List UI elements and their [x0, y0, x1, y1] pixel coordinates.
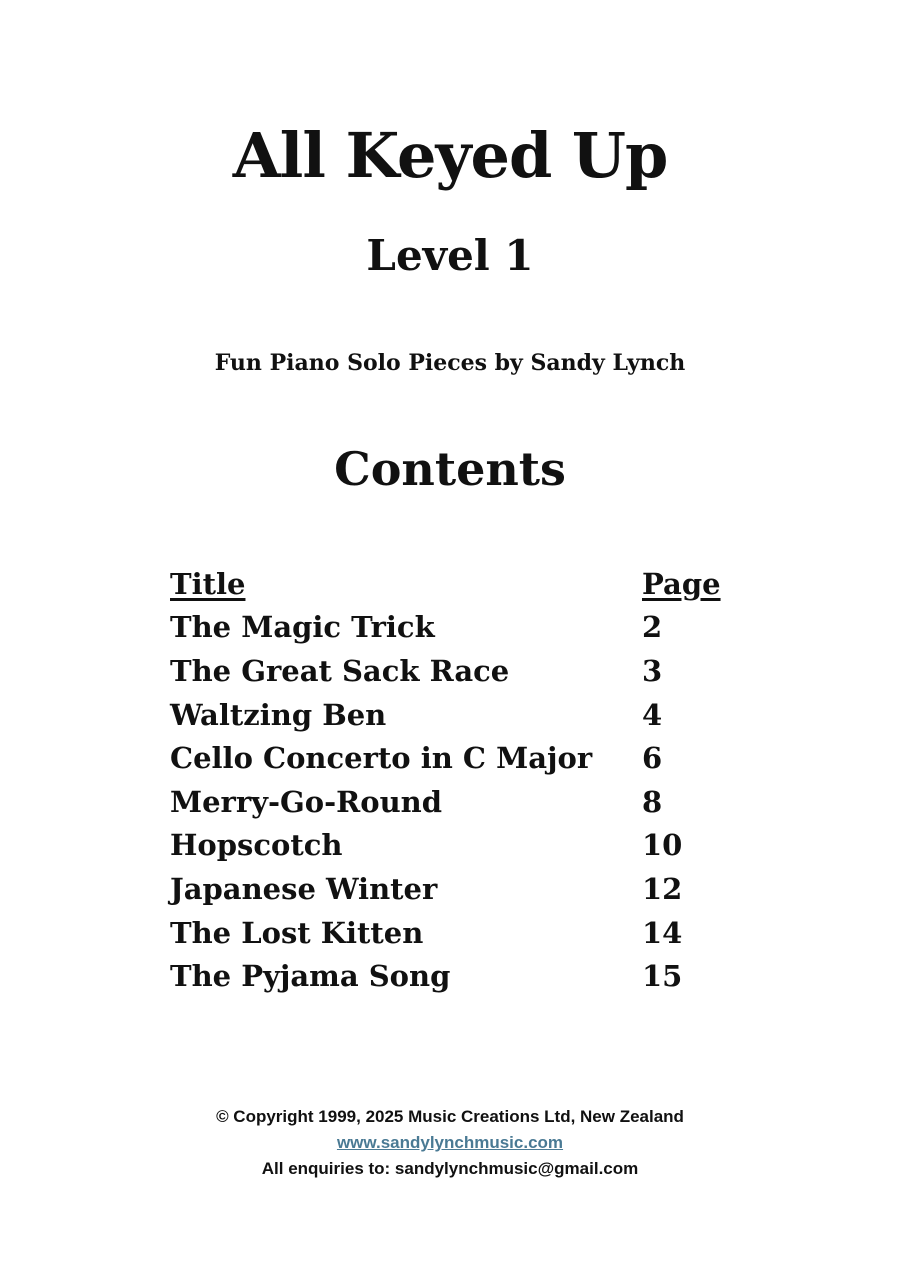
copyright-notice: © Copyright 1999, 2025 Music Creations Ltd, New Zealand — [216, 1107, 684, 1126]
toc-item-page: 6 — [642, 741, 663, 776]
toc-item-title: Japanese Winter — [170, 871, 438, 906]
toc-header-row — [170, 562, 730, 606]
toc-item-page: 10 — [642, 828, 683, 863]
toc-row — [170, 824, 730, 868]
toc-item-page: 8 — [642, 784, 663, 819]
subtitle: Fun Piano Solo Pieces by Sandy Lynch — [214, 350, 686, 376]
toc-row — [170, 911, 730, 955]
toc-item-title: Cello Concerto in C Major — [170, 741, 593, 776]
toc-row — [170, 606, 730, 650]
toc-item-page: 2 — [642, 610, 663, 645]
contents-heading: Contents — [334, 442, 566, 496]
enquiries-contact: All enquiries to: sandylynchmusic@gmail.com — [261, 1159, 639, 1178]
toc-row — [170, 736, 730, 780]
toc-row — [170, 867, 730, 911]
toc-column-page: Page — [642, 566, 721, 601]
level-heading: Level 1 — [366, 231, 534, 280]
toc-row — [170, 693, 730, 737]
toc-item-page: 15 — [642, 959, 683, 994]
toc-item-title: The Lost Kitten — [170, 915, 424, 950]
book-title: All Keyed Up — [232, 119, 668, 192]
toc-item-title: Hopscotch — [170, 828, 343, 863]
website-link[interactable]: www.sandylynchmusic.com — [336, 1133, 564, 1152]
toc-item-title: Waltzing Ben — [170, 697, 387, 732]
toc-row — [170, 649, 730, 693]
toc-item-title: Merry-Go-Round — [170, 784, 443, 819]
toc-item-title: The Magic Trick — [170, 610, 435, 645]
toc-item-page: 3 — [642, 653, 663, 688]
toc-item-page: 14 — [642, 915, 683, 950]
toc-row — [170, 954, 730, 998]
toc-item-page: 4 — [642, 697, 663, 732]
toc-row — [170, 780, 730, 824]
toc-item-page: 12 — [642, 871, 683, 906]
table-of-contents — [170, 562, 730, 998]
toc-item-title: The Great Sack Race — [170, 653, 510, 688]
footer — [0, 1104, 900, 1182]
toc-column-title: Title — [170, 566, 246, 601]
toc-item-title: The Pyjama Song — [170, 959, 451, 994]
